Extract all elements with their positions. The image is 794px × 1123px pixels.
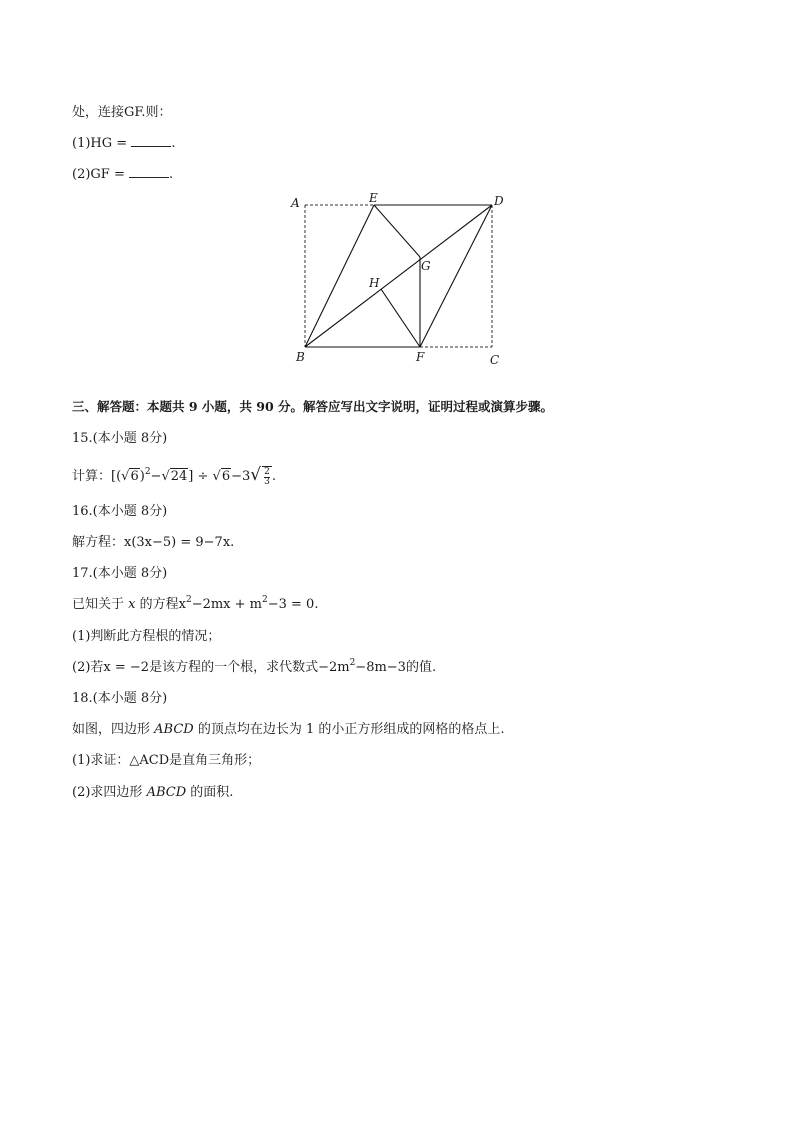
problem-15-expression [72,466,276,487]
p15-minus: − [150,469,162,484]
p18-line1-b: 的顶点均在边长为 1 的小正方形组成的网格的格点上. [193,722,505,737]
problem-16-equation: 解方程：x(3x−5) = 9−7x. [72,535,235,550]
sqrt-6-b: √6 [212,469,231,484]
section-3-heading: 三、解答题：本题共 9 小题，共 90 分。解答应写出文字说明，证明过程或演算步骤。 [72,399,554,414]
intro-line: 处，连接GF.则： [72,105,172,120]
label-d: D [494,194,504,208]
problem-17-header: 17.(本小题 8分) [72,566,168,581]
fraction-numerator: 2 [264,467,270,477]
label-f: F [416,350,425,364]
q2-answer-blank[interactable] [129,177,169,178]
p18-abcd: ABCD [154,722,194,737]
label-a: A [291,196,300,210]
p17-sub2-a: (2)若x = −2是该方程的一个根，求代数式−2m [72,660,350,675]
geometry-figure [280,188,510,370]
p17-line1-c: −2mx + m [191,597,262,612]
p15-mid: ] ÷ [188,469,213,484]
problem-16-header: 16.(本小题 8分) [72,504,168,519]
segment-be [305,205,374,347]
p17-exponent-1: 2 [185,594,192,605]
problem-15-header: 15.(本小题 8分) [72,431,168,446]
segment-eg [374,205,420,257]
problem-18-header: 18.(本小题 8分) [72,691,168,706]
p17-variable-x: x [128,597,136,612]
p15-prefix: 计算：[( [72,469,122,484]
sqrt-24-radicand: 24 [170,469,188,484]
p15-exponent: 2 [144,466,151,477]
p18-sub2-abcd: ABCD [146,785,187,800]
p18-sub2-b: 的面积. [186,785,234,800]
p15-close-paren: ) [139,469,145,484]
fraction-denominator: 3 [264,477,270,487]
q1-label: (1)HG = [72,136,128,151]
p17-line1-d: −3 = 0. [267,597,319,612]
segment-fd [420,205,492,347]
problem-18-sub-1: (1)求证：△ACD是直角三角形； [72,753,261,768]
segment-bd [305,205,492,347]
p15-end: . [271,469,276,484]
p17-sub2-b: −8m−3的值. [355,660,437,675]
p15-minus-3: −3 [231,469,251,484]
q2-end: . [169,167,174,182]
p17-sub2-exponent: 2 [349,657,356,668]
fraction-2-3 [262,466,272,487]
q2-label: (2)GF = [72,167,125,182]
p18-sub2-a: (2)求四边形 [72,785,147,800]
q1-end: . [171,136,176,151]
label-c: C [490,353,500,367]
p18-line1-a: 如图，四边形 [72,722,155,737]
sqrt-6-b-radicand: 6 [221,469,231,484]
problem-17-sub-1: (1)判断此方程根的情况； [72,629,221,644]
sqrt-6-a: √6 [121,469,139,484]
sqrt-6-a-radicand: 6 [130,469,139,484]
sqrt-24: √24 [161,469,188,484]
p17-exponent-2: 2 [262,594,268,605]
q1-answer-blank[interactable] [131,146,171,147]
problem-18-sub-2 [72,785,233,801]
label-g: G [421,259,431,273]
p17-line1-a: 已知关于 [72,597,129,612]
label-b: B [296,350,305,364]
sqrt-fraction: √ $\frac{2}{3}$ [250,465,270,487]
question-2-line [72,167,173,183]
segment-hf [381,289,420,347]
label-h: H [369,276,380,290]
p17-line1-b: 的方程x [135,597,186,612]
problem-17-statement [72,594,319,613]
label-e: E [369,191,378,205]
question-1-line [72,136,175,152]
problem-18-statement [72,722,505,738]
problem-17-sub-2 [72,657,437,676]
